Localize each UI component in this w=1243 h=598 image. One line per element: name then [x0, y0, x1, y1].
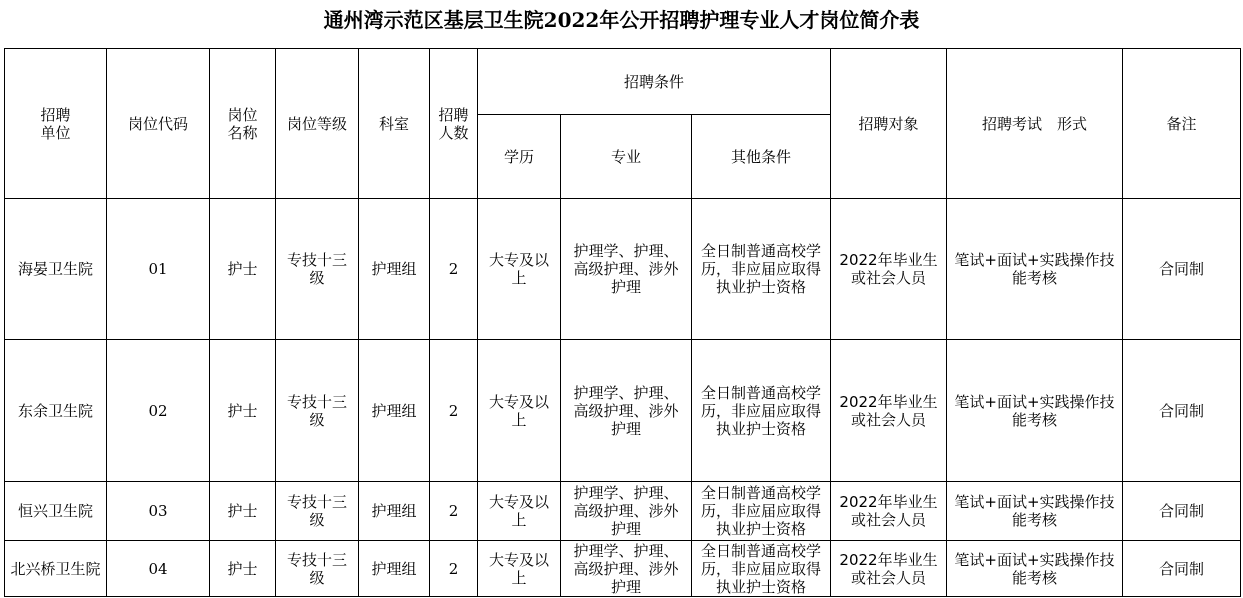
cell-major-text: 护理学、护理、 高级护理、涉外 护理 [573, 541, 679, 596]
header-name-text: 岗位 名称 [227, 105, 258, 142]
cell-target [831, 482, 947, 541]
cell-code-text: 04 [148, 559, 168, 578]
header-major [561, 115, 692, 199]
cell-count [430, 482, 478, 541]
cell-name-text: 护士 [227, 401, 258, 420]
cell-count-text: 2 [448, 559, 459, 578]
cell-other-text: 全日制普通高校学 历，非应届应取得 执业护士资格 [700, 383, 821, 438]
cell-unit-text: 海晏卫生院 [17, 260, 93, 278]
cell-name-text: 护士 [227, 559, 258, 578]
cell-exam [947, 340, 1123, 482]
cell-unit-text: 东余卫生院 [17, 401, 93, 420]
header-remark-text: 备注 [1166, 114, 1197, 133]
cell-education-text: 大专及以 上 [488, 550, 549, 587]
header-dept-text: 科室 [378, 114, 409, 133]
header-count [430, 49, 478, 199]
cell-remark [1123, 541, 1241, 597]
header-unit [5, 49, 107, 199]
table-row [5, 199, 1241, 340]
cell-other [692, 541, 831, 597]
cell-target-text: 2022年毕业生 或社会人员 [839, 493, 938, 529]
cell-education [478, 340, 561, 482]
cell-grade-text: 专技十三 级 [286, 251, 347, 287]
cell-code [107, 199, 210, 340]
cell-count [430, 340, 478, 482]
cell-name [210, 482, 276, 541]
header-code-text: 岗位代码 [127, 114, 188, 133]
cell-major-text: 护理学、护理、 高级护理、涉外 护理 [573, 383, 679, 438]
cell-education [478, 199, 561, 340]
cell-major-text: 护理学、护理、 高级护理、涉外 护理 [573, 484, 679, 538]
cell-dept [359, 541, 430, 597]
header-major-text: 专业 [610, 147, 641, 166]
cell-exam-text: 笔试+面试+实践操作技 能考核 [954, 493, 1115, 529]
table-row [5, 541, 1241, 597]
header-education [478, 115, 561, 199]
cell-exam [947, 199, 1123, 340]
cell-target-text: 2022年毕业生 或社会人员 [839, 550, 938, 587]
table-body [5, 199, 1241, 597]
header-target [831, 49, 947, 199]
cell-other [692, 199, 831, 340]
header-remark [1123, 49, 1241, 199]
header-unit-text: 招聘 单位 [40, 105, 71, 142]
cell-target [831, 199, 947, 340]
cell-exam-text: 笔试+面试+实践操作技 能考核 [954, 550, 1115, 587]
cell-code-text: 02 [148, 401, 168, 420]
cell-grade-text: 专技十三 级 [286, 392, 347, 429]
header-row-1 [5, 49, 1241, 115]
cell-other-text: 全日制普通高校学 历，非应届应取得 执业护士资格 [700, 484, 821, 538]
cell-target [831, 541, 947, 597]
table-row [5, 482, 1241, 541]
cell-remark-text: 合同制 [1158, 401, 1204, 420]
cell-name-text: 护士 [227, 260, 258, 278]
header-exam [947, 49, 1123, 199]
cell-other-text: 全日制普通高校学 历，非应届应取得 执业护士资格 [700, 242, 821, 296]
cell-education-text: 大专及以 上 [488, 251, 549, 287]
cell-exam-text: 笔试+面试+实践操作技 能考核 [954, 392, 1115, 429]
header-grade-text: 岗位等级 [286, 114, 347, 133]
cell-count-text: 2 [448, 502, 459, 520]
header-code [107, 49, 210, 199]
header-other [692, 115, 831, 199]
cell-unit [5, 541, 107, 597]
cell-dept [359, 199, 430, 340]
header-grade [276, 49, 359, 199]
header-conditions [478, 49, 831, 115]
header-target-text: 招聘对象 [858, 114, 919, 133]
cell-target-text: 2022年毕业生 或社会人员 [839, 392, 938, 429]
cell-education-text: 大专及以 上 [488, 493, 549, 529]
cell-unit [5, 482, 107, 541]
header-education-text: 学历 [503, 147, 534, 166]
cell-name [210, 199, 276, 340]
cell-other [692, 340, 831, 482]
cell-major [561, 541, 692, 597]
cell-count-text: 2 [448, 401, 459, 420]
cell-remark-text: 合同制 [1158, 260, 1204, 278]
cell-grade [276, 340, 359, 482]
header-name [210, 49, 276, 199]
cell-remark-text: 合同制 [1158, 502, 1204, 520]
cell-count-text: 2 [448, 260, 459, 278]
cell-major [561, 482, 692, 541]
cell-dept-text: 护理组 [371, 401, 417, 420]
cell-dept [359, 340, 430, 482]
cell-exam [947, 482, 1123, 541]
page-title: 通州湾示范区基层卫生院2022年公开招聘护理专业人才岗位简介表 [323, 8, 920, 32]
header-other-text: 其他条件 [730, 147, 791, 166]
recruitment-table [4, 48, 1241, 597]
cell-grade [276, 482, 359, 541]
cell-name [210, 340, 276, 482]
cell-dept-text: 护理组 [371, 559, 417, 578]
cell-remark [1123, 199, 1241, 340]
cell-major [561, 199, 692, 340]
cell-dept-text: 护理组 [371, 502, 417, 520]
cell-code [107, 482, 210, 541]
header-conditions-text: 招聘条件 [623, 72, 684, 91]
cell-unit [5, 199, 107, 340]
cell-dept-text: 护理组 [371, 260, 417, 278]
cell-exam [947, 541, 1123, 597]
cell-code-text: 03 [148, 502, 168, 520]
cell-unit-text: 北兴桥卫生院 [10, 559, 101, 578]
cell-code [107, 541, 210, 597]
cell-other [692, 482, 831, 541]
cell-major-text: 护理学、护理、 高级护理、涉外 护理 [573, 242, 679, 296]
cell-exam-text: 笔试+面试+实践操作技 能考核 [954, 251, 1115, 287]
cell-code-text: 01 [148, 260, 168, 278]
cell-education [478, 482, 561, 541]
cell-other-text: 全日制普通高校学 历，非应届应取得 执业护士资格 [700, 541, 821, 596]
cell-dept [359, 482, 430, 541]
cell-unit [5, 340, 107, 482]
cell-target [831, 340, 947, 482]
header-exam-text: 招聘考试 形式 [981, 114, 1087, 133]
table-row [5, 340, 1241, 482]
cell-code [107, 340, 210, 482]
cell-unit-text: 恒兴卫生院 [17, 502, 93, 520]
cell-grade [276, 541, 359, 597]
cell-education [478, 541, 561, 597]
cell-count [430, 199, 478, 340]
cell-major [561, 340, 692, 482]
cell-count [430, 541, 478, 597]
cell-grade [276, 199, 359, 340]
cell-name-text: 护士 [227, 502, 258, 520]
cell-target-text: 2022年毕业生 或社会人员 [839, 251, 938, 287]
cell-education-text: 大专及以 上 [488, 392, 549, 429]
cell-remark [1123, 340, 1241, 482]
header-dept [359, 49, 430, 199]
cell-grade-text: 专技十三 级 [286, 550, 347, 587]
cell-name [210, 541, 276, 597]
cell-grade-text: 专技十三 级 [286, 493, 347, 529]
header-count-text: 招聘 人数 [438, 105, 469, 142]
cell-remark [1123, 482, 1241, 541]
cell-remark-text: 合同制 [1158, 559, 1204, 578]
